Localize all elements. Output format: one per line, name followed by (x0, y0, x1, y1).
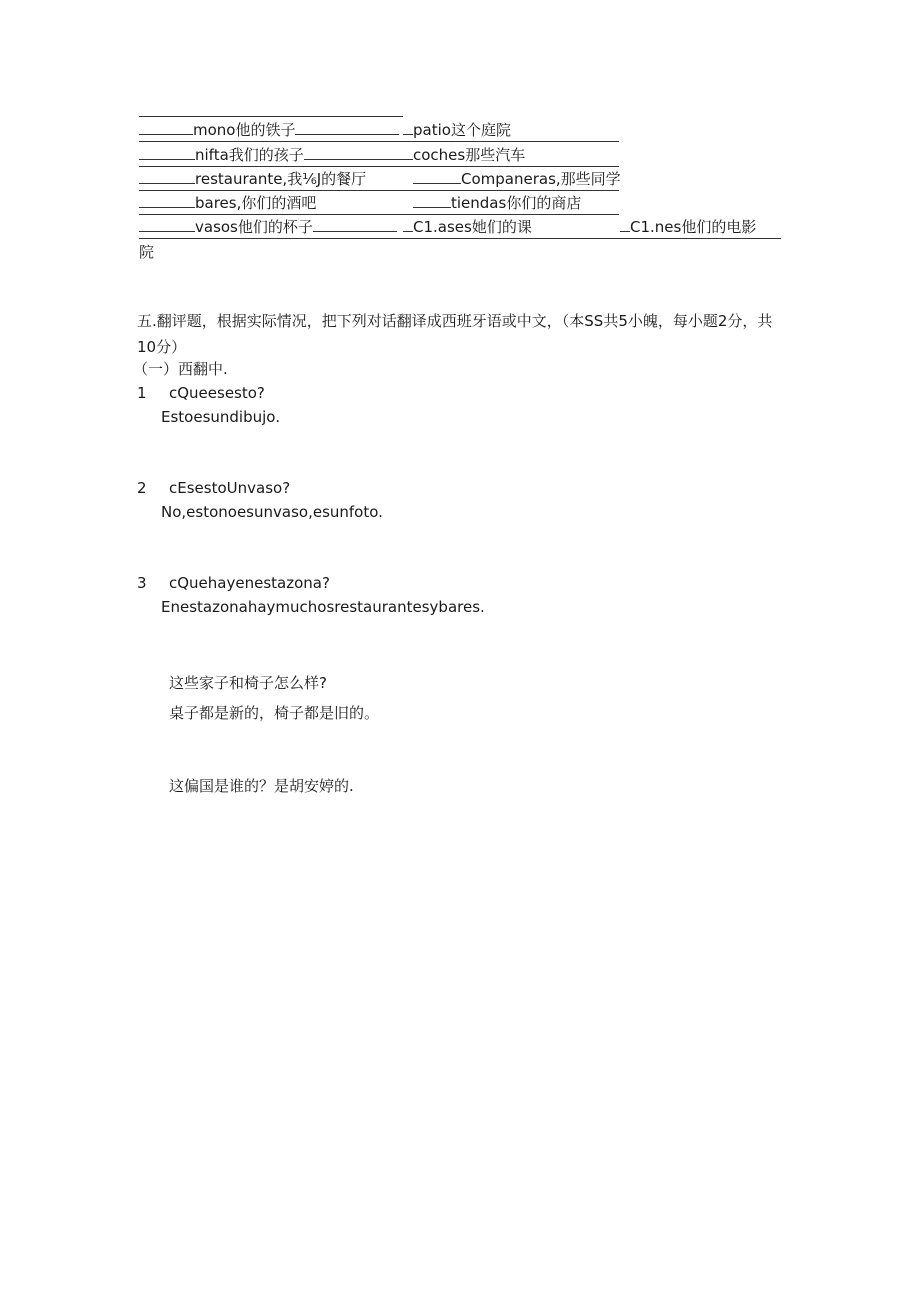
answer-blank[interactable] (403, 145, 413, 160)
section-heading: 五.翻评题，根据实际情况，把下列对话翻译成西班牙语或中文，（本SS共5小魄，每小题2分，共10分） (137, 312, 773, 356)
section-subheading: （一）西翻中. (133, 360, 228, 378)
row-divider (139, 214, 619, 215)
item-answer: 桌子都是新的，椅子都是旧的。 (169, 704, 380, 722)
row-divider (139, 166, 619, 167)
table-row-right (403, 145, 525, 165)
table-row-right (403, 217, 532, 237)
row-left-text: nifta我们的孩子 (195, 146, 304, 164)
answer-blank[interactable] (139, 145, 195, 160)
wrap-tail-text: 院 (139, 243, 155, 261)
answer-blank[interactable] (313, 217, 397, 232)
item-question: cQueesesto? (169, 384, 265, 402)
table-row (139, 169, 366, 189)
row-extra-text: C1.nes他们的电影 (630, 218, 757, 236)
item-question: 这些家子和椅子怎么样? (169, 674, 327, 692)
row-divider (139, 238, 781, 239)
item-question: cEsestoUnvaso? (169, 479, 291, 497)
row-right-text: C1.ases她们的课 (413, 218, 532, 236)
answer-blank[interactable] (403, 217, 413, 232)
item-answer: Enestazonahaymuchosrestaurantesybares. (161, 598, 485, 616)
table-row-right (413, 169, 621, 189)
answer-blank[interactable] (295, 120, 399, 135)
item-answer: Estoesundibujo. (161, 408, 280, 426)
answer-blank[interactable] (620, 217, 630, 232)
row-left-text: bares,你们的酒吧 (195, 194, 317, 212)
table-row (139, 217, 397, 237)
row-right-text: coches那些汽车 (413, 146, 526, 164)
row-right-text: patio这个庭院 (413, 121, 511, 139)
row-left-text: mono他的铁子 (193, 121, 296, 139)
item-answer: No,estonoesunvaso,esunfoto. (161, 503, 383, 521)
row-divider (139, 190, 619, 191)
answer-blank[interactable] (139, 169, 195, 184)
table-row (139, 193, 316, 213)
answer-blank[interactable] (304, 145, 408, 160)
answer-blank[interactable] (139, 120, 193, 135)
item-question: 这偏国是谁的？是胡安婷的. (169, 777, 354, 795)
row-left-text: restaurante,我⅙J的餐厅 (195, 170, 367, 188)
row-right-text: tiendas你们的商店 (451, 194, 582, 212)
item-number: 2 (137, 479, 147, 497)
answer-blank[interactable] (139, 193, 195, 208)
row-left-text: vasos他们的杯子 (195, 218, 313, 236)
answer-blank[interactable] (139, 217, 195, 232)
table-row-right (403, 120, 511, 140)
answer-blank[interactable] (413, 193, 451, 208)
row-divider (139, 141, 619, 142)
row-right-text: Companeras,那些同学 (461, 170, 621, 188)
table-row-right (413, 193, 581, 213)
table-row (139, 120, 399, 140)
table-row-extra (620, 217, 756, 237)
top-rule (139, 116, 403, 117)
answer-blank[interactable] (413, 169, 461, 184)
item-number: 3 (137, 574, 147, 592)
answer-blank[interactable] (403, 120, 413, 135)
table-row (139, 145, 408, 165)
item-question: cQuehayenestazona? (169, 574, 330, 592)
item-number: 1 (137, 384, 147, 402)
